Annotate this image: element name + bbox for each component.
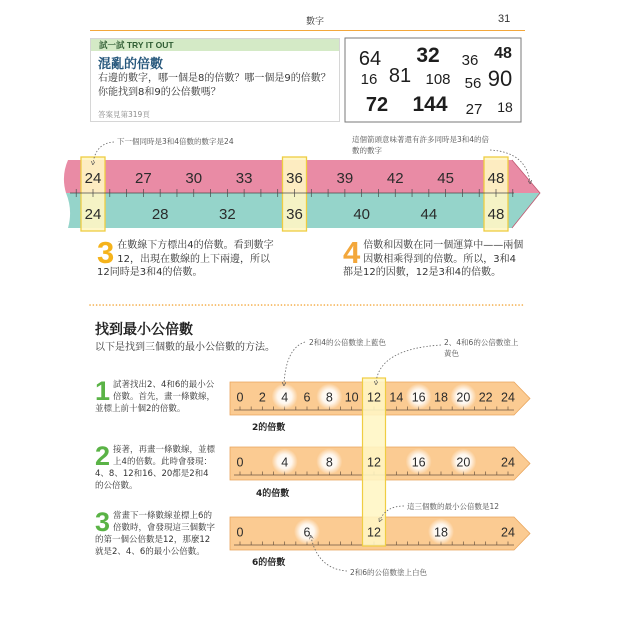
multiple-of-4-label: 24	[84, 206, 102, 223]
multiple-of-3-label: 45	[437, 170, 454, 187]
section-title: 數字	[305, 17, 324, 27]
line-label-6: 6的倍數	[252, 558, 286, 568]
step-text: 接著，再畫一條數線，並標上4的倍數。此時會發現：4、8、12和16、20都是2和4的公倍數。	[95, 445, 216, 491]
number-line-label: 10	[344, 390, 359, 405]
multiple-of-3-label: 48	[487, 170, 505, 187]
step-text: 試著找出2、4和6的最小公倍數。首先，畫一條數線，並標上前十個2的倍數。	[95, 380, 216, 414]
number-line-label: 0	[236, 525, 244, 540]
multiple-of-4-label: 48	[487, 206, 505, 223]
number-line-label: 24	[501, 390, 515, 405]
multiple-of-4-label: 40	[353, 206, 371, 223]
puzzle-number: 81	[388, 65, 412, 87]
number-line-label: 0	[236, 390, 244, 405]
step-text: 當畫下一條數線並標上6的倍數時，會發現這三個數字的第一個公倍數是12，那麼12就是2、4、6的最小公倍數。	[95, 511, 216, 557]
multiple-of-4-label: 44	[420, 206, 438, 223]
step-number: 3	[97, 235, 115, 270]
main-number-line	[64, 157, 540, 231]
number-line-label: 4	[281, 390, 289, 405]
puzzle-number: 144	[412, 93, 448, 116]
number-line-label: 22	[478, 390, 493, 405]
number-line-label: 20	[456, 390, 471, 405]
multiple-of-3-label: 33	[235, 170, 253, 187]
puzzle-number: 108	[425, 71, 451, 88]
try-it-out-label: 試一試 TRY IT OUT	[91, 39, 339, 51]
puzzle-number: 56	[464, 75, 482, 92]
step-3-block	[97, 235, 277, 280]
note-lcm: 這三個數的最小公倍數是12	[407, 502, 500, 511]
puzzle-box	[345, 38, 521, 122]
number-line-label: 6	[303, 525, 311, 540]
puzzle-number: 90	[487, 66, 513, 91]
step-text: 倍數和因數在同一個運算中——兩個因數相乘得到的倍數。所以，3和4都是12的因數，12是3和4的倍數。	[343, 240, 524, 278]
number-line-label: 12	[367, 525, 381, 540]
note-blue: 2和4的公倍數塗上藍色	[309, 338, 387, 347]
multiple-of-3-label: 39	[336, 170, 354, 187]
number-line-label: 12	[367, 455, 381, 470]
annotation-arrow	[376, 345, 441, 383]
header-rule	[90, 30, 525, 31]
puzzle-number: 64	[358, 48, 382, 70]
multiple-of-4-label: 32	[218, 206, 236, 223]
puzzle-number: 72	[365, 94, 389, 116]
number-line-label: 2	[258, 390, 266, 405]
lcm-step-2	[95, 441, 217, 492]
puzzle-number: 18	[497, 99, 513, 115]
note-yellow: 2、4和6的公倍數塗上黃色	[444, 338, 519, 358]
multiple-of-3-label: 24	[84, 170, 102, 187]
puzzle-number: 32	[416, 44, 440, 67]
line-label-4: 4的倍數	[256, 489, 290, 499]
step-number: 3	[95, 507, 111, 537]
try-it-out-question: 右邊的數字，哪一個是8的倍數？哪一個是9的倍數？你能找到8和9的公倍數嗎？	[98, 73, 331, 98]
lcm-step-1	[95, 376, 217, 415]
multiple-of-3-label: 30	[185, 170, 203, 187]
lcm-number-lines	[230, 378, 530, 550]
note-next-common-multiple: 下一個同時是3和4倍數的數字是24	[117, 137, 234, 146]
try-it-out-title: 混亂的倍數	[98, 57, 164, 72]
multiple-of-4-label: 36	[286, 206, 303, 223]
number-line-label: 12	[367, 390, 381, 405]
step-number: 4	[343, 235, 361, 270]
number-line-label: 14	[389, 390, 404, 405]
number-line-label: 24	[501, 455, 515, 470]
number-line-label: 0	[236, 455, 244, 470]
multiple-of-3-label: 36	[286, 170, 303, 187]
lcm-section-title: 找到最小公倍數	[95, 322, 193, 338]
lcm-section-subtitle: 以下是找到三個數的最小公倍數的方法。	[95, 342, 275, 353]
number-line-label: 24	[501, 525, 515, 540]
number-line-label: 8	[325, 455, 333, 470]
page-number: 31	[498, 13, 511, 25]
number-line-label: 4	[281, 455, 289, 470]
puzzle-number: 36	[461, 52, 479, 69]
number-line-label: 8	[325, 390, 333, 405]
note-arrow-meaning: 這個箭頭意味著還有許多同時是3和4的倍數的數字	[352, 135, 490, 155]
line-label-2: 2的倍數	[252, 423, 286, 433]
puzzle-number: 27	[465, 101, 483, 118]
puzzle-number: 48	[494, 45, 512, 62]
note-white: 2和6的公倍數塗上白色	[350, 568, 428, 577]
number-line-label: 6	[303, 390, 311, 405]
answer-reference: 答案見第319頁	[98, 110, 150, 119]
annotation-arrow	[284, 342, 305, 384]
multiple-of-3-label: 27	[135, 170, 152, 187]
step-text: 在數線下方標出4的倍數。看到數字12，出現在數線的上下兩邊，所以12同時是3和4的倍數。	[97, 240, 274, 278]
step-4-block	[343, 235, 525, 280]
step-number: 1	[95, 376, 111, 406]
step-number: 2	[95, 441, 111, 471]
multiple-of-4-label: 28	[151, 206, 169, 223]
number-line-label: 16	[411, 455, 426, 470]
number-line-label: 20	[456, 455, 471, 470]
number-line-label: 18	[434, 525, 448, 540]
puzzle-number: 16	[360, 71, 378, 88]
lcm-step-3	[95, 507, 217, 558]
multiple-of-3-label: 42	[386, 170, 404, 187]
number-line-label: 18	[434, 390, 448, 405]
number-line-label: 16	[411, 390, 426, 405]
